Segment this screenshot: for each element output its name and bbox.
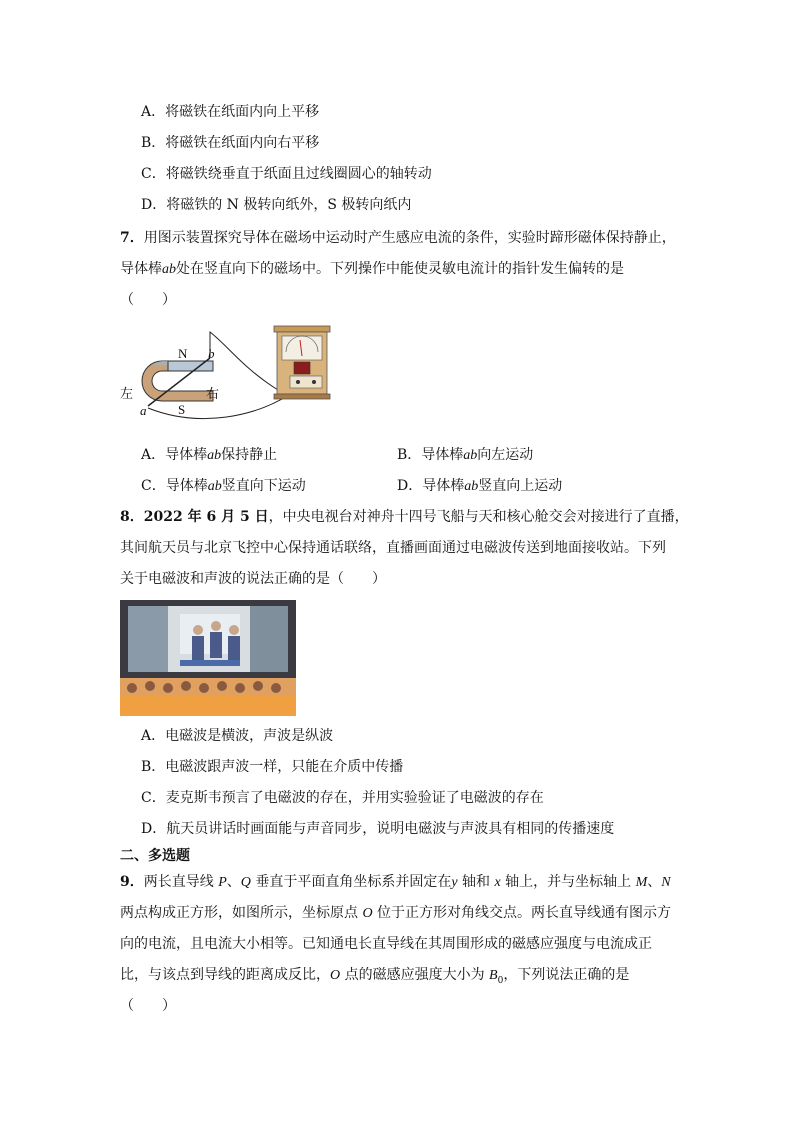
q8-number: 8．: [120, 509, 144, 525]
q9-t4c: ，下列说法正确的是: [503, 967, 630, 983]
q7-b-var: ab: [463, 448, 478, 463]
q9-var-x: x: [494, 875, 501, 890]
q9-bracket: （ ）: [120, 998, 176, 1014]
broadcast-photo-art: [120, 600, 296, 716]
q8-option-b: B．电磁波跟声波一样，只能在介质中传播: [141, 759, 404, 775]
label-a: a: [140, 403, 147, 418]
label-s: S: [178, 402, 186, 417]
q8-option-c: C．麦克斯韦预言了电磁波的存在，并用实验验证了电磁波的存在: [141, 790, 544, 806]
q9-t4b: 点的磁感应强度大小为: [340, 967, 490, 983]
q8-option-a: A．电磁波是横波，声波是纵波: [141, 728, 334, 744]
q7-text-2a: 导体棒: [120, 261, 162, 277]
q9-var-b-sub: 0: [497, 975, 504, 986]
label-left: 左: [120, 386, 134, 401]
q9-var-n: N: [661, 875, 671, 890]
q7-option-b: [397, 445, 533, 466]
q7-text-1: 用图示装置探究导体在磁场中运动时产生感应电流的条件，实验时蹄形磁体保持静止，: [143, 230, 676, 246]
q7-b-pre: B．导体棒: [397, 447, 464, 463]
galvanometer: [274, 326, 330, 399]
q9-t1b: 、: [226, 874, 241, 890]
q9-var-o: O: [362, 906, 373, 921]
q7-c-post: 竖直向下运动: [221, 478, 306, 494]
q9-t4a: 比，与该点到导线的距离成反比，: [120, 967, 330, 983]
q6-option-d: D．将磁铁的 N 极转向纸外，S 极转向纸内: [141, 197, 412, 213]
q8-stem-line2: 其间航天员与北京飞控中心保持通话联络，直播画面通过电磁波传送到地面接收站。下列: [120, 540, 666, 556]
q7-a-var: ab: [207, 448, 222, 463]
section-heading-multiple-choice: 二、多选题: [120, 848, 190, 864]
q7-option-a: [141, 445, 277, 466]
q7-b-post: 向左运动: [477, 447, 534, 463]
q9-var-p: P: [218, 875, 227, 890]
q7-d-pre: D．导体棒: [397, 478, 465, 494]
q9-stem-line4: [120, 965, 629, 991]
q6-option-c: C．将磁铁绕垂直于纸面且过线圈圆心的轴转动: [141, 166, 432, 182]
label-right: 右: [206, 386, 220, 401]
q9-stem-line2: [120, 903, 671, 924]
q7-stem-line2: [120, 259, 624, 280]
horseshoe-magnet: [142, 361, 213, 401]
q9-var-b: B: [489, 968, 498, 983]
q7-d-post: 竖直向上运动: [478, 478, 563, 494]
q9-stem-line1: [120, 872, 671, 893]
q6-option-b: B．将磁铁在纸面内向右平移: [141, 135, 320, 151]
broadcast-photo: [120, 600, 296, 716]
wire-b: [210, 332, 278, 390]
q7-text-2b: 处在竖直向下的磁场中。下列操作中能使灵敏电流计的指针发生偏转的是: [176, 261, 624, 277]
q7-number: 7．: [120, 230, 144, 246]
q7-a-pre: A．导体棒: [141, 447, 208, 463]
q9-stem-line3: 向的电流，且电流大小相等。已知通电长直导线在其周围形成的磁感应强度与电流成正: [120, 936, 652, 952]
q8-date: 2022 年 6 月 5 日: [143, 509, 269, 525]
q7-option-d: [397, 476, 562, 497]
q9-var-o-2: O: [330, 968, 341, 983]
q7-d-var: ab: [464, 479, 479, 494]
q9-t1a: 两长直导线: [143, 874, 219, 890]
q7-figure: [118, 318, 338, 422]
q9-t1e: 轴上，并与坐标轴上: [500, 874, 636, 890]
q7-c-pre: C．导体棒: [141, 478, 208, 494]
q8-option-d: D．航天员讲话时画面能与声音同步，说明电磁波与声波具有相同的传播速度: [141, 821, 615, 837]
label-b: b: [208, 346, 215, 361]
label-n: N: [178, 346, 188, 361]
q9-t2b: 位于正方形对角线交点。两长直导线通有图示方: [372, 905, 672, 921]
q9-t1c: 垂直于平面直角坐标系并固定在: [250, 874, 452, 890]
q7-a-post: 保持静止: [221, 447, 278, 463]
q9-var-y: y: [451, 875, 458, 890]
q9-number: 9．: [120, 874, 144, 890]
q8-stem-line1: [120, 507, 689, 527]
q9-t2a: 两点构成正方形，如图所示，坐标原点: [120, 905, 363, 921]
q7-c-var: ab: [207, 479, 222, 494]
q8-stem-line3: 关于电磁波和声波的说法正确的是（ ）: [120, 571, 386, 587]
q9-var-q: Q: [240, 875, 251, 890]
q6-option-a: A．将磁铁在纸面内向上平移: [141, 104, 320, 120]
q9-t1f: 、: [647, 874, 662, 890]
q9-var-m: M: [635, 875, 648, 890]
q7-option-c: [141, 476, 306, 497]
q8-text-1: ，中央电视台对神舟十四号飞船与天和核心舱交会对接进行了直播，: [268, 509, 689, 525]
q9-t1d: 轴和: [457, 874, 495, 890]
q7-stem-line1: [120, 228, 676, 248]
q7-var-ab: ab: [162, 262, 176, 277]
q7-bracket: （ ）: [120, 292, 176, 308]
